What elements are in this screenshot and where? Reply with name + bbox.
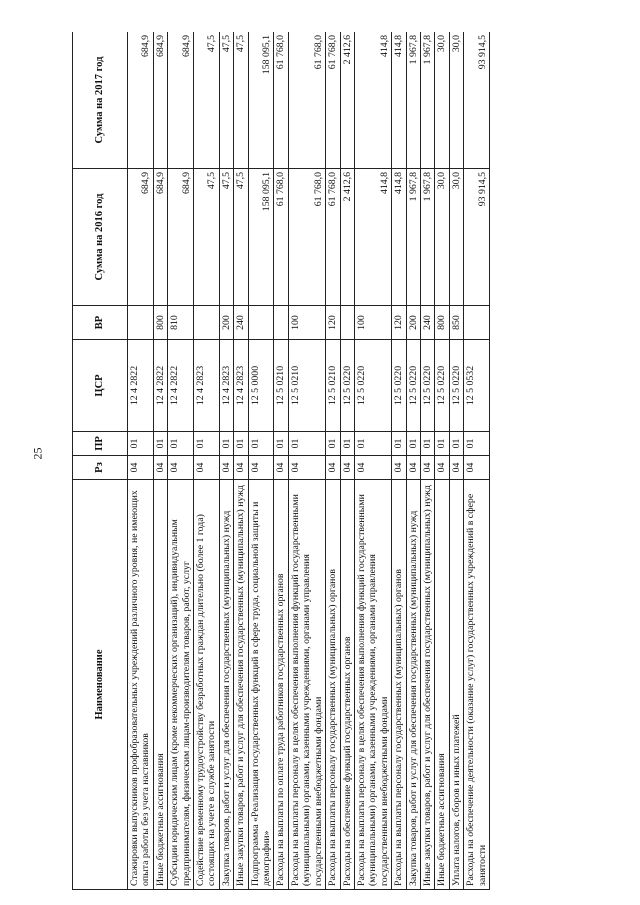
cell-pr: 01 [435, 432, 449, 456]
cell-rz: 04 [248, 456, 274, 480]
cell-sum-2016: 61 768,0 [288, 169, 325, 306]
cell-pr: 01 [168, 432, 194, 456]
cell-sum-2016: 2 412,6 [340, 169, 354, 306]
cell-rz: 04 [392, 456, 406, 480]
cell-name: Расходы на выплаты по оплате труда работников государственных органов [274, 480, 288, 890]
cell-sum-2017: 684,9 [153, 32, 167, 169]
table-row [406, 32, 420, 890]
cell-vr: 240 [420, 306, 434, 340]
cell-csr: 12 5 0532 [464, 340, 490, 432]
cell-vr: 120 [392, 306, 406, 340]
cell-csr: 12 5 0220 [354, 340, 391, 432]
cell-rz: 04 [435, 456, 449, 480]
cell-pr: 01 [392, 432, 406, 456]
cell-sum-2017: 61 768,0 [274, 32, 288, 169]
table-row [326, 32, 340, 890]
cell-rz: 04 [420, 456, 434, 480]
header-sum-2017: Сумма на 2017 год [73, 32, 128, 169]
cell-pr: 01 [449, 432, 463, 456]
cell-rz: 04 [274, 456, 288, 480]
cell-pr: 01 [153, 432, 167, 456]
cell-vr: 120 [326, 306, 340, 340]
cell-pr: 01 [406, 432, 420, 456]
cell-sum-2016: 30,0 [449, 169, 463, 306]
cell-sum-2017: 61 768,0 [288, 32, 325, 169]
cell-csr: 12 5 0220 [340, 340, 354, 432]
cell-name: Уплата налогов, сборов и иных платежей [449, 480, 463, 890]
cell-name: Закупка товаров, работ и услуг для обеспечения государственных (муниципальных) нужд [219, 480, 233, 890]
table-row [420, 32, 434, 890]
cell-pr: 01 [420, 432, 434, 456]
cell-sum-2016: 414,8 [354, 169, 391, 306]
cell-vr: 800 [435, 306, 449, 340]
cell-rz: 04 [288, 456, 325, 480]
cell-name: Субсидии юридическим лицам (кроме некоммерческих организаций), индивидуальным предпринимателям, физическим лицам-производителям товаров, работ, услуг [168, 480, 194, 890]
rotated-table [72, 32, 607, 890]
cell-name: Расходы на обеспечение функций государственных органов [340, 480, 354, 890]
cell-pr: 01 [194, 432, 220, 456]
cell-sum-2016: 93 914,5 [464, 169, 490, 306]
cell-pr: 01 [288, 432, 325, 456]
cell-csr: 12 4 2822 [168, 340, 194, 432]
cell-pr: 01 [248, 432, 274, 456]
cell-vr [128, 306, 154, 340]
cell-sum-2016: 1 967,8 [420, 169, 434, 306]
cell-csr: 12 5 0000 [248, 340, 274, 432]
cell-pr: 01 [340, 432, 354, 456]
cell-name: Иные закупки товаров, работ и услуг для обеспечения государственных (муниципальных) нужд [420, 480, 434, 890]
cell-sum-2017: 30,0 [449, 32, 463, 169]
cell-rz: 04 [340, 456, 354, 480]
cell-sum-2017: 47,5 [219, 32, 233, 169]
cell-sum-2016: 47,5 [219, 169, 233, 306]
cell-sum-2016: 684,9 [128, 169, 154, 306]
cell-pr: 01 [354, 432, 391, 456]
cell-csr: 12 4 2823 [219, 340, 233, 432]
cell-sum-2016: 30,0 [435, 169, 449, 306]
cell-sum-2017: 414,8 [392, 32, 406, 169]
cell-csr: 12 5 0220 [406, 340, 420, 432]
cell-vr [248, 306, 274, 340]
table-row [153, 32, 167, 890]
cell-name: Иные бюджетные ассигнования [153, 480, 167, 890]
header-vr: ВР [73, 306, 128, 340]
table-row [288, 32, 325, 890]
cell-csr: 12 5 0210 [274, 340, 288, 432]
table-row [248, 32, 274, 890]
cell-sum-2016: 414,8 [392, 169, 406, 306]
cell-csr: 12 4 2822 [128, 340, 154, 432]
cell-csr: 12 4 2822 [153, 340, 167, 432]
table-row [354, 32, 391, 890]
budget-table-container [72, 32, 607, 890]
cell-sum-2017: 93 914,5 [464, 32, 490, 169]
page-number: 25 [30, 447, 45, 460]
table-row [274, 32, 288, 890]
cell-sum-2016: 47,5 [234, 169, 248, 306]
cell-pr: 01 [219, 432, 233, 456]
table-row [340, 32, 354, 890]
cell-sum-2016: 61 768,0 [274, 169, 288, 306]
cell-name: Стажировки выпускников профобразовательных учреждений различного уровня, не имеющих опыта работы без учета наставников [128, 480, 154, 890]
cell-rz: 04 [153, 456, 167, 480]
cell-sum-2017: 414,8 [354, 32, 391, 169]
header-name: Наименование [73, 480, 128, 890]
cell-pr: 01 [128, 432, 154, 456]
cell-vr: 810 [168, 306, 194, 340]
cell-pr: 01 [234, 432, 248, 456]
cell-name: Расходы на выплаты персоналу государственных (муниципальных) органов [326, 480, 340, 890]
cell-sum-2017: 61 768,0 [326, 32, 340, 169]
table-row [194, 32, 220, 890]
cell-name: Иные закупки товаров, работ и услуг для обеспечения государственных (муниципальных) нужд [234, 480, 248, 890]
cell-csr: 12 4 2823 [194, 340, 220, 432]
cell-sum-2017: 1 967,8 [406, 32, 420, 169]
cell-sum-2017: 47,5 [234, 32, 248, 169]
cell-vr: 100 [288, 306, 325, 340]
cell-vr: 240 [234, 306, 248, 340]
cell-vr [194, 306, 220, 340]
table-row [435, 32, 449, 890]
cell-sum-2016: 1 967,8 [406, 169, 420, 306]
cell-sum-2016: 684,9 [168, 169, 194, 306]
cell-csr: 12 4 2823 [234, 340, 248, 432]
cell-pr: 01 [274, 432, 288, 456]
cell-vr: 850 [449, 306, 463, 340]
cell-csr: 12 5 0220 [392, 340, 406, 432]
table-row [128, 32, 154, 890]
cell-rz: 04 [464, 456, 490, 480]
cell-vr [340, 306, 354, 340]
cell-sum-2016: 684,9 [153, 169, 167, 306]
cell-csr: 12 5 0210 [326, 340, 340, 432]
cell-sum-2017: 158 095,1 [248, 32, 274, 169]
table-row [449, 32, 463, 890]
cell-pr: 01 [464, 432, 490, 456]
cell-name: Иные бюджетные ассигнования [435, 480, 449, 890]
header-pr: ПР [73, 432, 128, 456]
cell-sum-2017: 1 967,8 [420, 32, 434, 169]
cell-csr: 12 5 0210 [288, 340, 325, 432]
cell-rz: 04 [194, 456, 220, 480]
cell-sum-2017: 684,9 [128, 32, 154, 169]
cell-rz: 04 [168, 456, 194, 480]
cell-name: Расходы на выплаты персоналу государственных (муниципальных) органов [392, 480, 406, 890]
cell-vr [274, 306, 288, 340]
table-row [168, 32, 194, 890]
cell-name: Расходы на выплаты персоналу в целях обеспечения выполнения функций государственными (муниципальными) органами, казенными учреждениями, органами управления государственными внебюджетными фондами [354, 480, 391, 890]
cell-sum-2017: 684,9 [168, 32, 194, 169]
table-row [219, 32, 233, 890]
header-csr: ЦСР [73, 340, 128, 432]
cell-csr: 12 5 0220 [435, 340, 449, 432]
table-row [392, 32, 406, 890]
cell-name: Закупка товаров, работ и услуг для обеспечения государственных (муниципальных) нужд [406, 480, 420, 890]
table-row [464, 32, 490, 890]
cell-name: Расходы на обеспечение деятельности (оказание услуг) государственных учреждений в сфере занятости [464, 480, 490, 890]
cell-rz: 04 [354, 456, 391, 480]
cell-rz: 04 [128, 456, 154, 480]
table-row [234, 32, 248, 890]
cell-sum-2017: 2 412,6 [340, 32, 354, 169]
header-sum-2016: Сумма на 2016 год [73, 169, 128, 306]
cell-rz: 04 [219, 456, 233, 480]
cell-name: Расходы на выплаты персоналу в целях обеспечения выполнения функций государственными (муниципальными) органами, казенными учреждениями, органами управления государственными внебюджетными фондами [288, 480, 325, 890]
cell-sum-2016: 47,5 [194, 169, 220, 306]
cell-rz: 04 [326, 456, 340, 480]
cell-pr: 01 [326, 432, 340, 456]
cell-sum-2016: 61 768,0 [326, 169, 340, 306]
cell-vr: 200 [219, 306, 233, 340]
cell-sum-2016: 158 095,1 [248, 169, 274, 306]
cell-vr [464, 306, 490, 340]
cell-rz: 04 [234, 456, 248, 480]
cell-sum-2017: 47,5 [194, 32, 220, 169]
cell-vr: 100 [354, 306, 391, 340]
cell-sum-2017: 30,0 [435, 32, 449, 169]
cell-name: Содействие временному трудоустройству безработных граждан длительно (более 1 года) состоящих на учете в службе занятости [194, 480, 220, 890]
cell-csr: 12 5 0220 [420, 340, 434, 432]
cell-name: Подпрограмма «Реализация государственных функций в сфере труда, социальной защиты и демографии» [248, 480, 274, 890]
cell-vr: 200 [406, 306, 420, 340]
budget-table [72, 32, 490, 890]
cell-rz: 04 [449, 456, 463, 480]
table-header-row [73, 32, 128, 890]
cell-csr: 12 5 0220 [449, 340, 463, 432]
header-rz: Рз [73, 456, 128, 480]
cell-rz: 04 [406, 456, 420, 480]
cell-vr: 800 [153, 306, 167, 340]
